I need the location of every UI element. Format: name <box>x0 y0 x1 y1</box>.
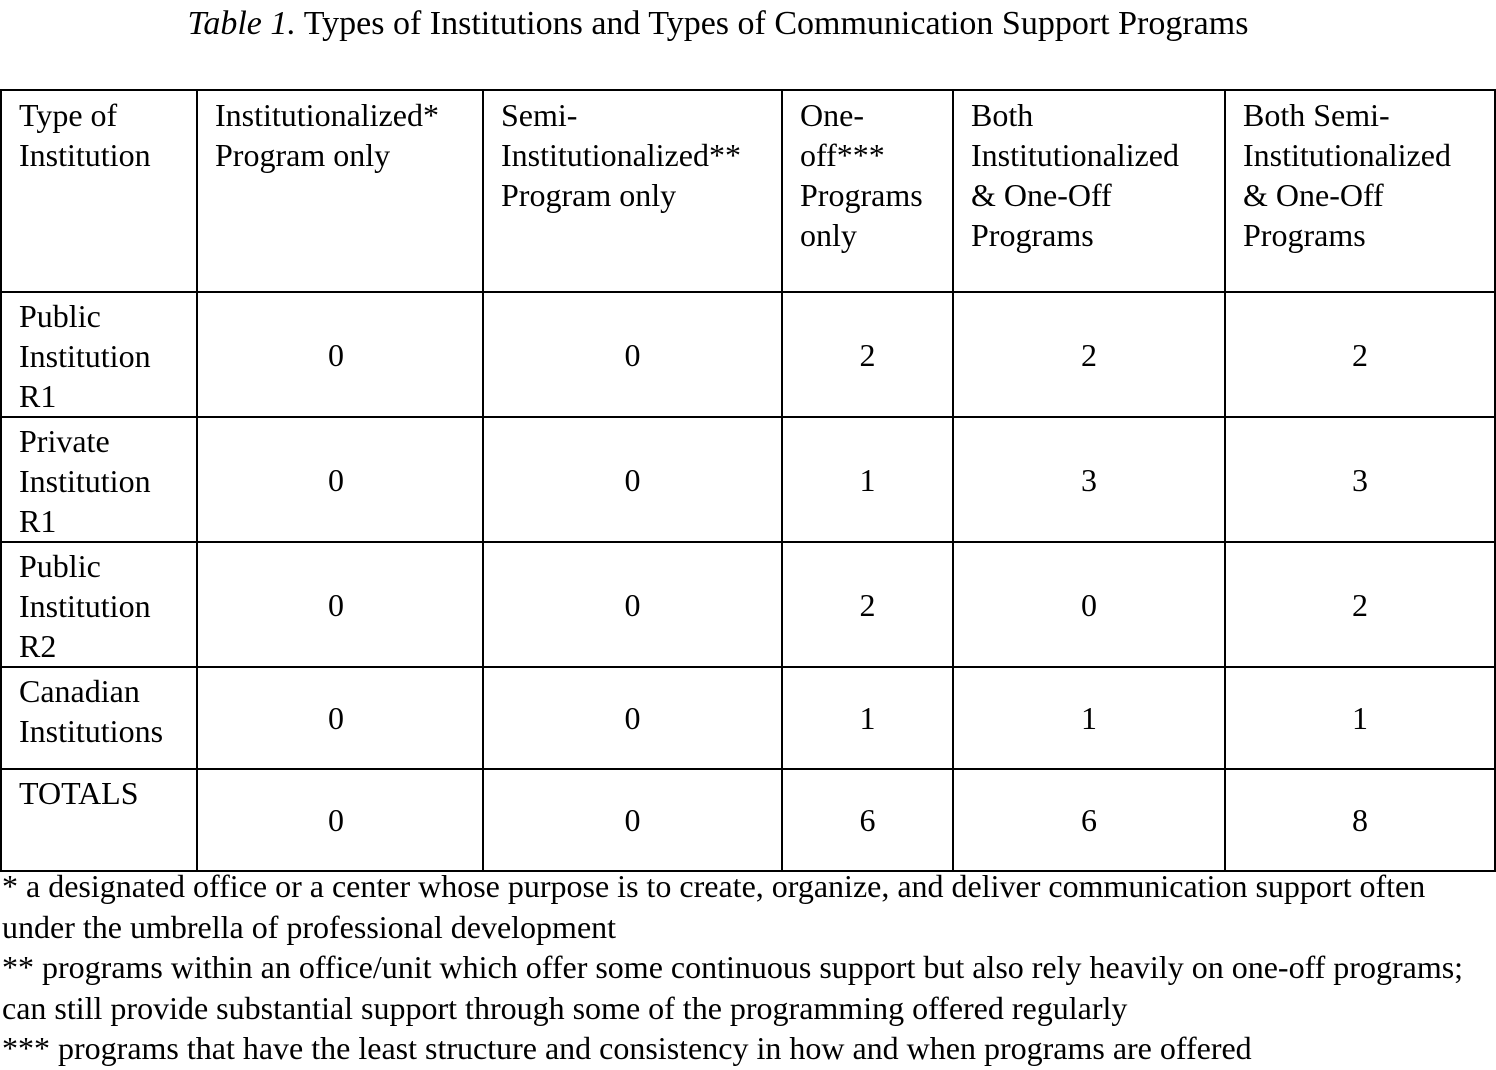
row-label-cell <box>1 417 197 542</box>
table-caption-label: Table 1. <box>187 5 296 42</box>
cell-value: 2 <box>1352 336 1368 373</box>
header-cell <box>953 90 1225 292</box>
value-cell <box>782 769 953 871</box>
cell-value: 2 <box>1081 336 1097 373</box>
cell-value: 1 <box>859 461 876 498</box>
cell-value: 0 <box>328 586 344 623</box>
value-cell <box>197 769 483 871</box>
cell-value: 1 <box>859 700 876 736</box>
header-one-off-only: One- off*** Programs only <box>800 97 923 253</box>
table-row <box>1 417 1495 542</box>
value-cell <box>1225 417 1495 542</box>
cell-value: 2 <box>859 586 876 623</box>
cell-value: 0 <box>328 700 344 736</box>
header-institutionalized-only: Institutionalized* Program only <box>215 97 439 173</box>
cell-value: 2 <box>859 336 876 373</box>
value-cell <box>782 292 953 417</box>
cell-value: 0 <box>624 336 641 373</box>
cell-value: 1 <box>1081 700 1097 736</box>
value-cell <box>782 667 953 769</box>
footnote-double-asterisk: ** programs within an office/unit which offer some continuous support but also rely heavily on one-off programs; can still provide substantial support through some of the programming offered regularly <box>2 949 1464 1026</box>
cell-value: 0 <box>1081 586 1097 623</box>
value-cell <box>197 667 483 769</box>
row-label-cell <box>1 769 197 871</box>
table-row <box>1 667 1495 769</box>
cell-value: 3 <box>1081 461 1097 498</box>
cell-value: 6 <box>1081 802 1097 838</box>
row-label: Public Institution R1 <box>19 298 151 414</box>
institution-program-table <box>0 89 1496 872</box>
footnote-single-asterisk: * a designated office or a center whose purpose is to create, organize, and deliver communication support often under the umbrella of professional development <box>2 868 1426 945</box>
value-cell <box>483 667 782 769</box>
header-cell <box>197 90 483 292</box>
table-footnotes <box>2 866 1492 1069</box>
table-header-row <box>1 90 1495 292</box>
cell-value: 0 <box>328 802 344 838</box>
value-cell <box>483 542 782 667</box>
row-label-cell <box>1 542 197 667</box>
cell-value: 1 <box>1352 700 1368 736</box>
header-both-institutionalized-one-off: Both Institutionalized & One-Off Programs <box>971 97 1179 253</box>
value-cell <box>953 292 1225 417</box>
table-caption-text: Types of Institutions and Types of Communication Support Programs <box>295 5 1249 42</box>
row-label-cell <box>1 667 197 769</box>
value-cell <box>782 417 953 542</box>
value-cell <box>483 417 782 542</box>
cell-value: 2 <box>1352 586 1368 623</box>
value-cell <box>1225 769 1495 871</box>
value-cell <box>197 542 483 667</box>
value-cell <box>483 292 782 417</box>
table-row-totals <box>1 769 1495 871</box>
table-row <box>1 542 1495 667</box>
value-cell <box>1225 667 1495 769</box>
value-cell <box>1225 292 1495 417</box>
header-both-semi-institutionalized-one-off: Both Semi- Institutionalized & One-Off Programs <box>1243 97 1451 253</box>
header-semi-institutionalized-only: Semi- Institutionalized** Program only <box>501 97 741 213</box>
value-cell <box>1225 542 1495 667</box>
value-cell <box>953 542 1225 667</box>
cell-value: 0 <box>328 336 344 373</box>
header-cell <box>483 90 782 292</box>
value-cell <box>953 417 1225 542</box>
row-label-cell <box>1 292 197 417</box>
row-label: Canadian Institutions <box>19 673 164 749</box>
header-type-of-institution: Type of Institution <box>19 97 151 173</box>
cell-value: 0 <box>624 461 641 498</box>
value-cell <box>197 417 483 542</box>
header-cell <box>782 90 953 292</box>
row-label: Public Institution R2 <box>19 548 151 664</box>
cell-value: 0 <box>624 700 641 736</box>
value-cell <box>197 292 483 417</box>
cell-value: 6 <box>859 802 876 838</box>
table-caption <box>0 2 1436 46</box>
value-cell <box>782 542 953 667</box>
footnote-triple-asterisk: *** programs that have the least structure and consistency in how and when programs are offered <box>2 1030 1252 1066</box>
cell-value: 0 <box>624 802 641 838</box>
header-cell <box>1225 90 1495 292</box>
cell-value: 0 <box>624 586 641 623</box>
cell-value: 0 <box>328 461 344 498</box>
value-cell <box>953 667 1225 769</box>
row-label: Private Institution R1 <box>19 423 151 539</box>
header-cell <box>1 90 197 292</box>
value-cell <box>483 769 782 871</box>
cell-value: 8 <box>1352 802 1368 838</box>
row-label: TOTALS <box>19 775 139 811</box>
cell-value: 3 <box>1352 461 1368 498</box>
table-row <box>1 292 1495 417</box>
value-cell <box>953 769 1225 871</box>
